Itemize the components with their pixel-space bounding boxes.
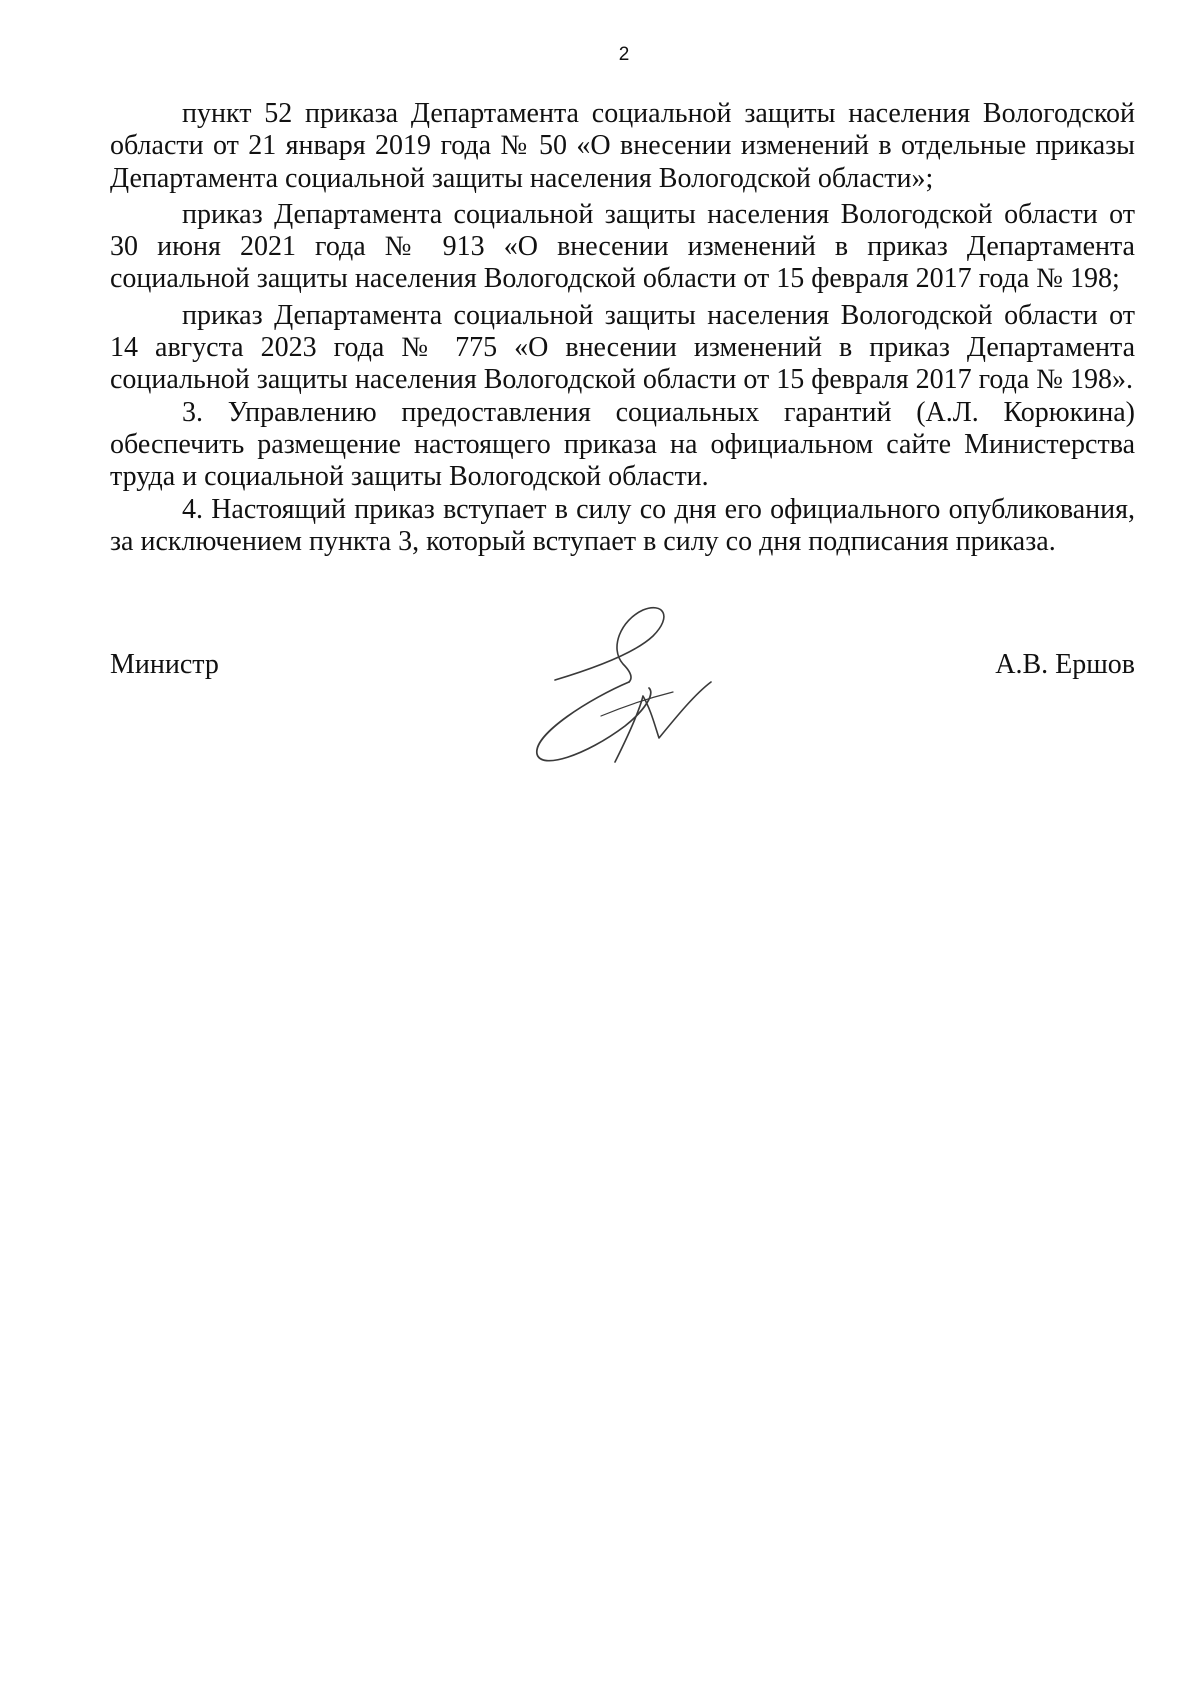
signature-upper-loop	[555, 608, 664, 682]
signatory-title: Министр	[110, 649, 219, 680]
paragraph-clause-3: 3. Управлению предоставления социальных гарантий (А.Л. Корюкина) обеспечить размещение настоящего приказа на официальном сайте Министерства труда и социальной защиты Вологодской области.	[110, 396, 1135, 493]
document-body	[110, 98, 1135, 558]
handwritten-signature	[525, 598, 785, 778]
signatory-name: А.В. Ершов	[995, 649, 1135, 680]
paragraph-item-52: пункт 52 приказа Департамента социальной защиты населения Вологодской области от 21 января 2019 года № 50 «О внесении изменений в отдельные приказы Департамента социальной защиты населения Вологодской области»;	[110, 98, 1135, 194]
paragraph-clause-4: 4. Настоящий приказ вступает в силу со дня его официального опубликования, за исключением пункта 3, который вступает в силу со дня подписания приказа.	[110, 493, 1135, 557]
paragraph-order-775: приказ Департамента социальной защиты населения Вологодской области от 14 августа 2023 года № 775 «О внесении изменений в приказ Департамента социальной защиты населения Вологодской области от 15 февраля 2017 года № 198».	[110, 299, 1135, 396]
paragraph-order-913: приказ Департамента социальной защиты населения Вологодской области от 30 июня 2021 года № 913 «О внесении изменений в приказ Департамента социальной защиты населения Вологодской области от 15 февраля 2017 года № 198;	[110, 198, 1135, 295]
page-number: 2	[618, 44, 630, 65]
